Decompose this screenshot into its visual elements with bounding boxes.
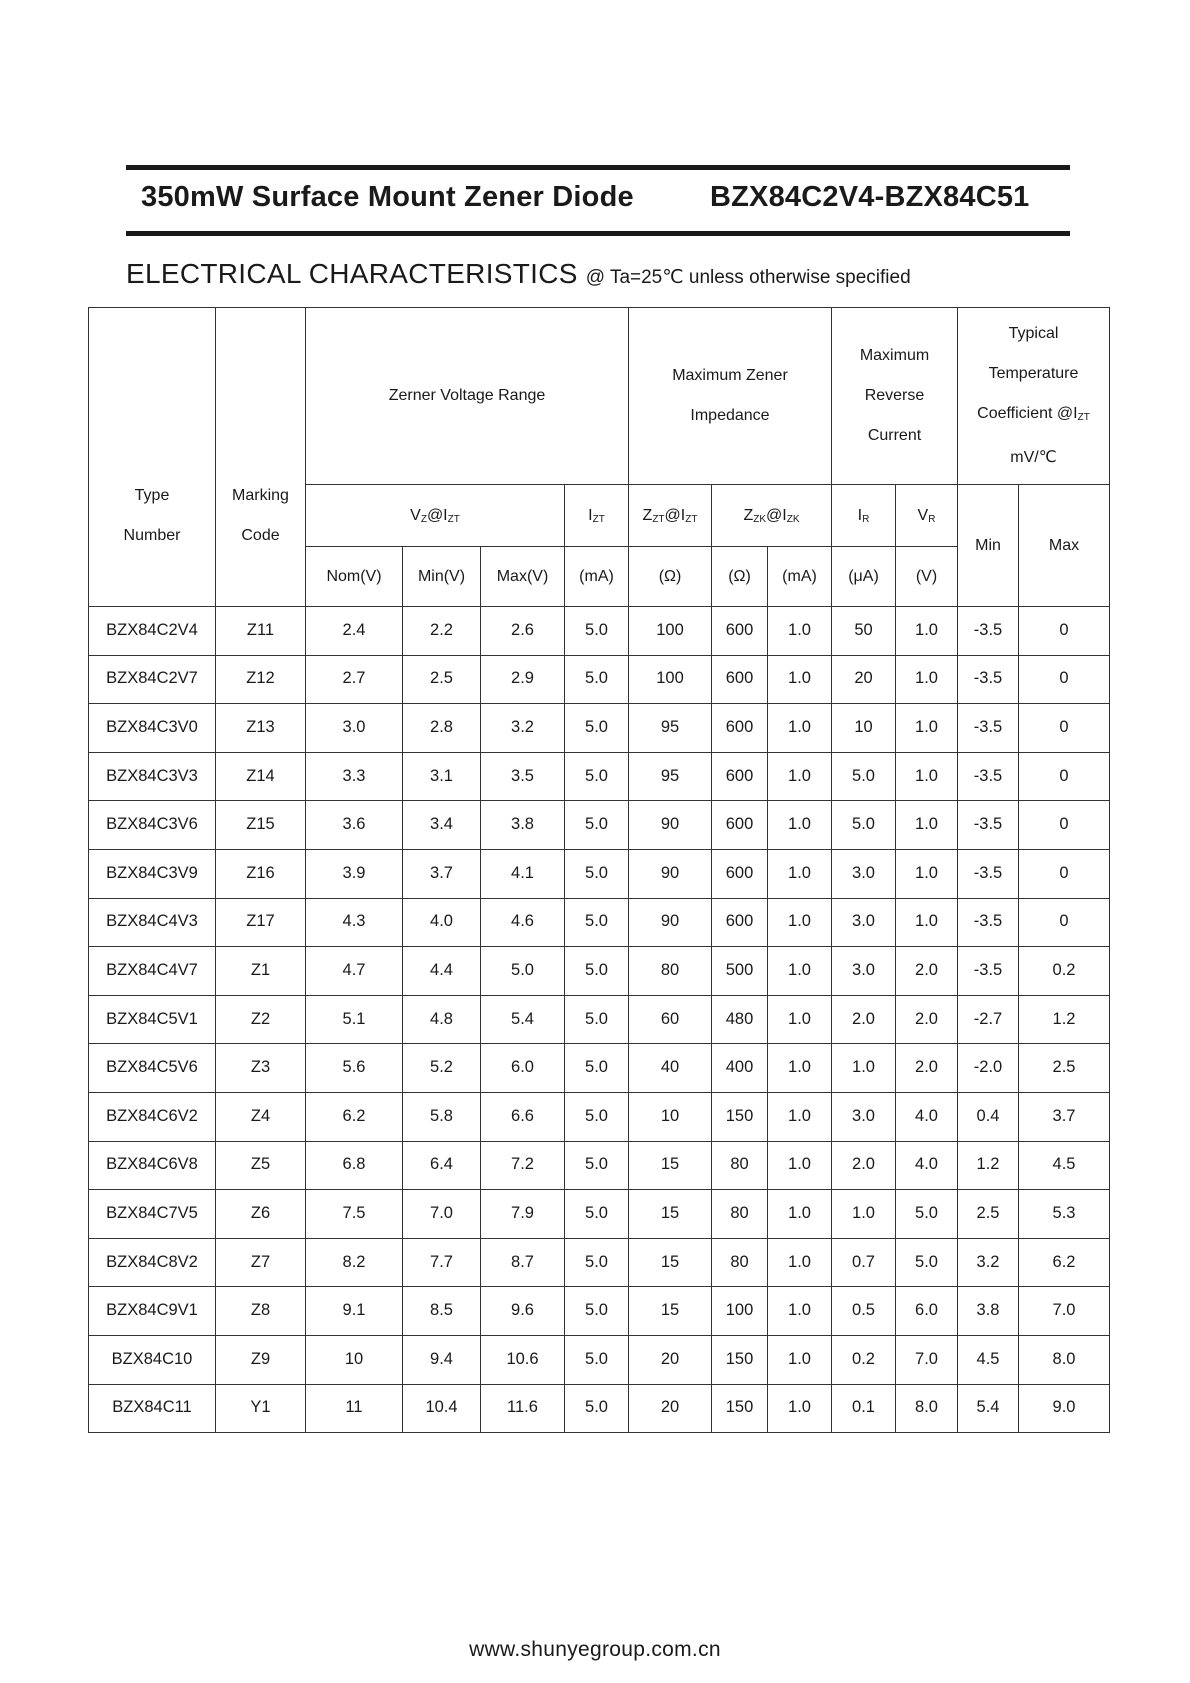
table-cell: 100 [629, 607, 712, 656]
table-cell: 4.6 [481, 898, 565, 947]
footer-website: www.shunyegroup.com.cn [469, 1638, 721, 1661]
table-cell: 1.0 [768, 947, 832, 996]
table-cell: 5.1 [306, 995, 403, 1044]
table-cell: 1.0 [896, 898, 958, 947]
table-cell: 6.8 [306, 1141, 403, 1190]
table-cell: 7.9 [481, 1190, 565, 1239]
table-cell: 95 [629, 752, 712, 801]
table-cell: BZX84C5V6 [89, 1044, 216, 1093]
table-cell: BZX84C5V1 [89, 995, 216, 1044]
table-cell: 400 [712, 1044, 768, 1093]
table-cell: 5.2 [403, 1044, 481, 1093]
header-zzk: $Z_{ZK}@I_{ZK}$ [712, 485, 832, 547]
table-cell: 5.0 [565, 704, 629, 753]
table-row [89, 704, 1110, 753]
table-cell: 2.9 [481, 655, 565, 704]
document-title: 350mW Surface Mount Zener Diode [141, 181, 634, 213]
table-cell: 5.0 [565, 1044, 629, 1093]
table-cell: Z15 [216, 801, 306, 850]
table-cell: 480 [712, 995, 768, 1044]
table-cell: 600 [712, 607, 768, 656]
table-cell: 0 [1019, 801, 1110, 850]
table-cell: 6.0 [896, 1287, 958, 1336]
table-cell: Z3 [216, 1044, 306, 1093]
header-vr: $V_R$ [896, 485, 958, 547]
table-cell: 8.7 [481, 1238, 565, 1287]
table-cell: 4.7 [306, 947, 403, 996]
unit-header: (V) [896, 547, 958, 607]
table-cell: 60 [629, 995, 712, 1044]
table-cell: 1.0 [768, 1238, 832, 1287]
table-cell: 9.6 [481, 1287, 565, 1336]
table-cell: 9.0 [1019, 1384, 1110, 1433]
table-cell: 100 [712, 1287, 768, 1336]
table-cell: 5.8 [403, 1092, 481, 1141]
table-row [89, 849, 1110, 898]
table-cell: 5.0 [565, 1335, 629, 1384]
table-cell: 90 [629, 849, 712, 898]
table-cell: 3.6 [306, 801, 403, 850]
table-cell: BZX84C8V2 [89, 1238, 216, 1287]
table-cell: 15 [629, 1190, 712, 1239]
table-cell: 2.8 [403, 704, 481, 753]
table-row [89, 1092, 1110, 1141]
table-row [89, 1238, 1110, 1287]
table-cell: -3.5 [958, 704, 1019, 753]
table-cell: 20 [832, 655, 896, 704]
table-cell: 3.1 [403, 752, 481, 801]
table-cell: 2.4 [306, 607, 403, 656]
table-cell: 10.6 [481, 1335, 565, 1384]
table-cell: 80 [712, 1141, 768, 1190]
table-cell: BZX84C11 [89, 1384, 216, 1433]
table-row [89, 801, 1110, 850]
table-cell: 1.0 [768, 995, 832, 1044]
table-cell: 1.0 [896, 752, 958, 801]
table-cell: -3.5 [958, 655, 1019, 704]
table-cell: 5.0 [565, 607, 629, 656]
electrical-characteristics-table [88, 307, 1110, 1433]
table-cell: 1.0 [768, 801, 832, 850]
table-cell: 5.0 [565, 1092, 629, 1141]
table-cell: 4.1 [481, 849, 565, 898]
table-cell: 0.2 [832, 1335, 896, 1384]
table-cell: 600 [712, 898, 768, 947]
table-cell: -3.5 [958, 801, 1019, 850]
table-cell: 0.2 [1019, 947, 1110, 996]
table-cell: 1.0 [768, 1141, 832, 1190]
table-cell: 5.3 [1019, 1190, 1110, 1239]
table-cell: 1.2 [958, 1141, 1019, 1190]
table-cell: BZX84C9V1 [89, 1287, 216, 1336]
table-cell: -3.5 [958, 752, 1019, 801]
table-cell: 4.8 [403, 995, 481, 1044]
table-cell: 0.1 [832, 1384, 896, 1433]
table-cell: 1.0 [768, 655, 832, 704]
unit-header: (Ω) [712, 547, 768, 607]
table-cell: Z4 [216, 1092, 306, 1141]
table-cell: BZX84C3V3 [89, 752, 216, 801]
unit-header: (Ω) [629, 547, 712, 607]
table-cell: 5.0 [565, 1190, 629, 1239]
table-cell: 4.5 [958, 1335, 1019, 1384]
table-cell: 5.0 [565, 1238, 629, 1287]
table-row [89, 1335, 1110, 1384]
header-temp-coefficient: Typical Temperature Coefficient $@I_{ZT}$ mV/℃ [958, 308, 1110, 485]
table-cell: 5.0 [565, 898, 629, 947]
table-cell: 3.7 [1019, 1092, 1110, 1141]
table-cell: 150 [712, 1092, 768, 1141]
table-cell: 0 [1019, 898, 1110, 947]
table-cell: Z17 [216, 898, 306, 947]
table-cell: 600 [712, 655, 768, 704]
section-heading [126, 258, 911, 290]
table-cell: BZX84C3V9 [89, 849, 216, 898]
table-cell: 90 [629, 898, 712, 947]
table-cell: BZX84C3V6 [89, 801, 216, 850]
header-tc-max: Max [1019, 485, 1110, 607]
table-cell: Z16 [216, 849, 306, 898]
table-cell: 7.7 [403, 1238, 481, 1287]
table-cell: 1.0 [768, 898, 832, 947]
table-cell: 6.0 [481, 1044, 565, 1093]
table-row [89, 1141, 1110, 1190]
table-cell: 1.0 [768, 1335, 832, 1384]
table-cell: 3.9 [306, 849, 403, 898]
table-cell: 600 [712, 801, 768, 850]
table-cell: Z11 [216, 607, 306, 656]
bottom-rule [126, 231, 1070, 236]
table-cell: 6.4 [403, 1141, 481, 1190]
table-cell: 6.2 [1019, 1238, 1110, 1287]
table-cell: 3.0 [832, 898, 896, 947]
table-cell: 8.0 [1019, 1335, 1110, 1384]
table-cell: 20 [629, 1335, 712, 1384]
unit-header: (μA) [832, 547, 896, 607]
table-cell: 600 [712, 704, 768, 753]
table-cell: 1.0 [768, 849, 832, 898]
table-cell: 5.0 [896, 1190, 958, 1239]
table-cell: 3.2 [481, 704, 565, 753]
table-cell: 1.0 [768, 1190, 832, 1239]
table-cell: 5.0 [565, 752, 629, 801]
table-cell: 100 [629, 655, 712, 704]
table-cell: 2.6 [481, 607, 565, 656]
header-type-number: Type Number [89, 308, 216, 607]
table-cell: 1.0 [768, 1287, 832, 1336]
table-cell: 1.0 [768, 1044, 832, 1093]
table-cell: 2.0 [832, 1141, 896, 1190]
table-cell: 1.0 [896, 801, 958, 850]
table-cell: 1.0 [768, 1092, 832, 1141]
table-cell: Z2 [216, 995, 306, 1044]
unit-header: Nom(V) [306, 547, 403, 607]
table-body [89, 607, 1110, 1433]
table-cell: BZX84C7V5 [89, 1190, 216, 1239]
table-row [89, 1044, 1110, 1093]
table-cell: 3.0 [832, 849, 896, 898]
section-title: ELECTRICAL CHARACTERISTICS [126, 258, 578, 289]
table-cell: 0 [1019, 704, 1110, 753]
table-cell: 80 [712, 1190, 768, 1239]
table-cell: 7.0 [896, 1335, 958, 1384]
header-zener-impedance: Maximum Zener Impedance [629, 308, 832, 485]
table-cell: 2.0 [896, 995, 958, 1044]
table-cell: 9.1 [306, 1287, 403, 1336]
table-cell: 3.2 [958, 1238, 1019, 1287]
table-cell: 1.0 [832, 1044, 896, 1093]
table-row [89, 947, 1110, 996]
table-cell: Z5 [216, 1141, 306, 1190]
table-cell: Z1 [216, 947, 306, 996]
table-cell: 5.4 [958, 1384, 1019, 1433]
table-cell: 9.4 [403, 1335, 481, 1384]
table-cell: 5.4 [481, 995, 565, 1044]
table-cell: 3.8 [958, 1287, 1019, 1336]
table-cell: 5.0 [565, 849, 629, 898]
table-cell: BZX84C3V0 [89, 704, 216, 753]
table-cell: 4.3 [306, 898, 403, 947]
table-cell: 5.0 [832, 801, 896, 850]
table-cell: BZX84C6V2 [89, 1092, 216, 1141]
table-cell: 2.5 [403, 655, 481, 704]
table-row [89, 995, 1110, 1044]
table-cell: 3.0 [306, 704, 403, 753]
header-tc-min: Min [958, 485, 1019, 607]
table-cell: 3.8 [481, 801, 565, 850]
table-cell: Z13 [216, 704, 306, 753]
unit-header: Min(V) [403, 547, 481, 607]
table-cell: 5.0 [565, 801, 629, 850]
table-cell: 150 [712, 1384, 768, 1433]
table-cell: 0 [1019, 752, 1110, 801]
table-cell: 10 [306, 1335, 403, 1384]
table-row [89, 1287, 1110, 1336]
table-cell: Z9 [216, 1335, 306, 1384]
table-cell: 6.2 [306, 1092, 403, 1141]
table-cell: 80 [712, 1238, 768, 1287]
table-cell: 5.0 [565, 1141, 629, 1190]
table-cell: 4.0 [896, 1141, 958, 1190]
table-cell: 5.0 [565, 995, 629, 1044]
table-cell: 95 [629, 704, 712, 753]
table-cell: 1.0 [768, 752, 832, 801]
table-row [89, 607, 1110, 656]
header-marking-code: Marking Code [216, 308, 306, 607]
table-cell: 3.4 [403, 801, 481, 850]
table-cell: 4.0 [403, 898, 481, 947]
table-cell: BZX84C2V4 [89, 607, 216, 656]
unit-header: (mA) [565, 547, 629, 607]
table-cell: Y1 [216, 1384, 306, 1433]
table-cell: 0 [1019, 655, 1110, 704]
header-ir: $I_R$ [832, 485, 896, 547]
table-cell: 600 [712, 849, 768, 898]
table-cell: 150 [712, 1335, 768, 1384]
table-cell: 1.0 [896, 704, 958, 753]
table-cell: 15 [629, 1287, 712, 1336]
header-voltage-range: Zerner Voltage Range [306, 308, 629, 485]
table-cell: 2.0 [896, 947, 958, 996]
table-cell: 1.0 [768, 704, 832, 753]
table-cell: BZX84C6V8 [89, 1141, 216, 1190]
table-cell: 5.0 [832, 752, 896, 801]
table-cell: 2.7 [306, 655, 403, 704]
table-cell: 1.0 [768, 607, 832, 656]
table-cell: 1.0 [896, 849, 958, 898]
header-vz-at-izt: $V_Z@I_{ZT}$ [306, 485, 565, 547]
table-cell: 7.2 [481, 1141, 565, 1190]
table-cell: 10.4 [403, 1384, 481, 1433]
table-cell: BZX84C4V3 [89, 898, 216, 947]
table-cell: 1.0 [896, 607, 958, 656]
table-cell: 10 [832, 704, 896, 753]
table-cell: 8.0 [896, 1384, 958, 1433]
table-row [89, 1190, 1110, 1239]
table-cell: 8.5 [403, 1287, 481, 1336]
table-cell: 10 [629, 1092, 712, 1141]
table-cell: 1.0 [768, 1384, 832, 1433]
table-cell: -3.5 [958, 849, 1019, 898]
table-cell: 1.0 [832, 1190, 896, 1239]
table-cell: 2.0 [832, 995, 896, 1044]
table-cell: 3.3 [306, 752, 403, 801]
table-cell: 1.2 [1019, 995, 1110, 1044]
unit-header: (mA) [768, 547, 832, 607]
table-cell: 4.5 [1019, 1141, 1110, 1190]
table-cell: 2.2 [403, 607, 481, 656]
table-cell: 600 [712, 752, 768, 801]
table-cell: 3.0 [832, 947, 896, 996]
table-cell: 50 [832, 607, 896, 656]
table-cell: 5.0 [481, 947, 565, 996]
table-cell: 8.2 [306, 1238, 403, 1287]
table-cell: 5.0 [565, 947, 629, 996]
table-cell: Z14 [216, 752, 306, 801]
table-cell: 0.5 [832, 1287, 896, 1336]
table-cell: 6.6 [481, 1092, 565, 1141]
table-cell: 11.6 [481, 1384, 565, 1433]
table-cell: -2.7 [958, 995, 1019, 1044]
header-zzt: $Z_{ZT}@I_{ZT}$ [629, 485, 712, 547]
table-cell: Z7 [216, 1238, 306, 1287]
header-reverse-current: Maximum Reverse Current [832, 308, 958, 485]
top-rule [126, 165, 1070, 170]
table-cell: 15 [629, 1141, 712, 1190]
part-range-title: BZX84C2V4-BZX84C51 [710, 181, 1030, 213]
table-cell: 7.0 [403, 1190, 481, 1239]
table-cell: 5.0 [565, 1287, 629, 1336]
table-cell: 3.0 [832, 1092, 896, 1141]
table-cell: 3.5 [481, 752, 565, 801]
table-cell: -3.5 [958, 947, 1019, 996]
table-cell: 2.5 [958, 1190, 1019, 1239]
unit-header: Max(V) [481, 547, 565, 607]
table-cell: 7.0 [1019, 1287, 1110, 1336]
table-cell: 0 [1019, 849, 1110, 898]
table-cell: 0.4 [958, 1092, 1019, 1141]
table-cell: 11 [306, 1384, 403, 1433]
table-cell: Z12 [216, 655, 306, 704]
table-cell: 500 [712, 947, 768, 996]
table-cell: Z8 [216, 1287, 306, 1336]
table-cell: 0 [1019, 607, 1110, 656]
table-cell: 20 [629, 1384, 712, 1433]
table-cell: 0.7 [832, 1238, 896, 1287]
table-row [89, 655, 1110, 704]
table-cell: Z6 [216, 1190, 306, 1239]
header-izt: $I_{ZT}$ [565, 485, 629, 547]
table-cell: 90 [629, 801, 712, 850]
table-cell: BZX84C10 [89, 1335, 216, 1384]
table-cell: 2.0 [896, 1044, 958, 1093]
table-row [89, 898, 1110, 947]
table-cell: 1.0 [896, 655, 958, 704]
table-cell: 3.7 [403, 849, 481, 898]
table-cell: 7.5 [306, 1190, 403, 1239]
table-row [89, 752, 1110, 801]
table-cell: 5.0 [896, 1238, 958, 1287]
table-cell: -3.5 [958, 607, 1019, 656]
table-cell: 5.0 [565, 1384, 629, 1433]
table-cell: 4.4 [403, 947, 481, 996]
table-cell: 15 [629, 1238, 712, 1287]
table-cell: 5.0 [565, 655, 629, 704]
table-cell: 80 [629, 947, 712, 996]
table-cell: BZX84C2V7 [89, 655, 216, 704]
table-cell: BZX84C4V7 [89, 947, 216, 996]
table-cell: 40 [629, 1044, 712, 1093]
table-cell: -2.0 [958, 1044, 1019, 1093]
table-cell: 2.5 [1019, 1044, 1110, 1093]
table-cell: 4.0 [896, 1092, 958, 1141]
table-row [89, 1384, 1110, 1433]
section-condition: @ Ta=25℃ unless otherwise specified [585, 267, 911, 288]
table-cell: 5.6 [306, 1044, 403, 1093]
table-cell: -3.5 [958, 898, 1019, 947]
